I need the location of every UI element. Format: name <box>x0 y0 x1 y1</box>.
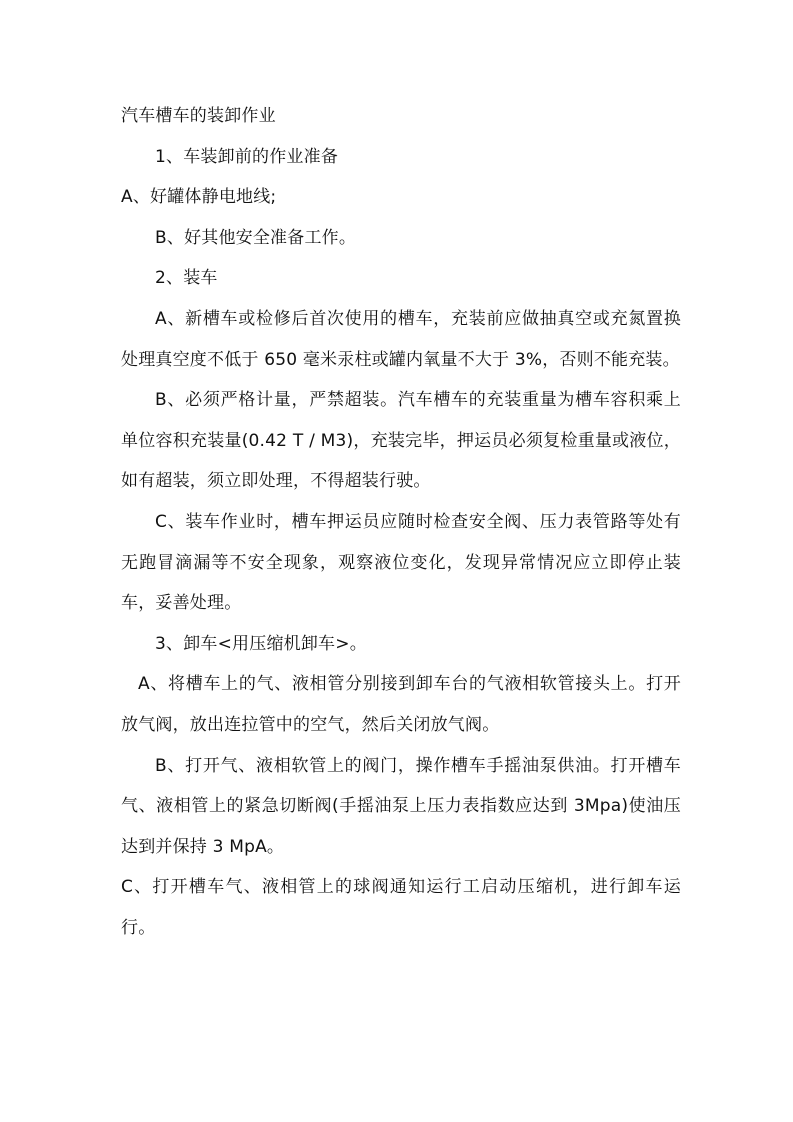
section-heading-1: 1、车装卸前的作业准备 <box>155 146 339 167</box>
paragraph-3a: A、将槽车上的气、液相管分别接到卸车台的气液相软管接头上。打开放气阀，放出连拉管中的空气，然后关闭放气阀。 <box>121 674 681 735</box>
paragraph-2b: B、必须严格计量，严禁超装。汽车槽车的充装重量为槽车容积乘上单位容积充装量(0.42 T / M3)，充装完毕，押运员必须复检重量或液位，如有超装，须立即处理，不得超装行驶。 <box>121 390 681 492</box>
section-heading-2: 2、装车 <box>155 268 218 289</box>
paragraph-3c: C、打开槽车气、液相管上的球阀通知运行工启动压缩机，进行卸车运行。 <box>121 877 681 938</box>
paragraph-1a: A、好罐体静电地线; <box>121 187 277 208</box>
paragraph-3b: B、打开气、液相软管上的阀门，操作槽车手摇油泵供油。打开槽车气、液相管上的紧急切断阀(手摇油泵上压力表指数应达到 3Mpa)使油压达到并保持 3 MpA。 <box>121 755 681 857</box>
paragraph-2c: C、装车作业时，槽车押运员应随时检查安全阀、压力表管路等处有无跑冒滴漏等不安全现象，观察液位变化，发现异常情况应立即停止装车，妥善处理。 <box>121 511 681 614</box>
paragraph-2a: A、新槽车或检修后首次使用的槽车，充装前应做抽真空或充氮置换处理真空度不低于 650 毫米汞柱或罐内氧量不大于 3%，否则不能充装。 <box>121 308 681 370</box>
section-heading-3: 3、卸车<用压缩机卸车>。 <box>155 633 367 654</box>
document-page <box>121 96 681 948</box>
document-title: 汽车槽车的装卸作业 <box>121 106 276 126</box>
paragraph-1b: B、好其他安全准备工作。 <box>155 227 357 248</box>
